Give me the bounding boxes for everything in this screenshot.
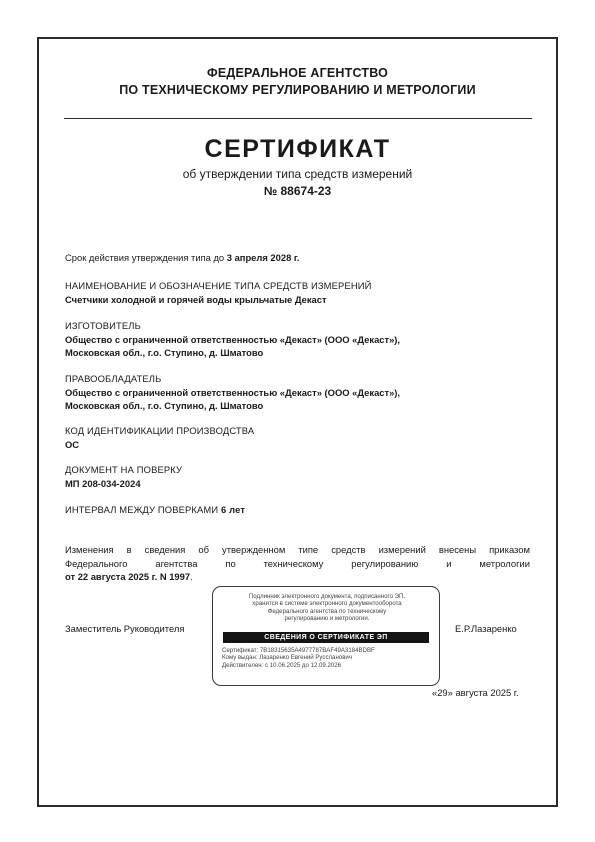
- certificate-number: № 88674-23: [263, 184, 332, 198]
- agency-line-1: ФЕДЕРАЛЬНОЕ АГЕНТСТВО: [206, 66, 389, 80]
- order-reference: от 22 августа 2025 г. N 1997: [65, 571, 191, 582]
- production-code-heading: КОД ИДЕНТИФИКАЦИИ ПРОИЗВОДСТВА: [65, 425, 255, 436]
- word: измерений: [378, 544, 426, 555]
- certificate-subtitle: об утверждении типа средств измерений: [182, 167, 413, 181]
- changes-line-1: [65, 543, 530, 557]
- issue-date: «29» августа 2025 г.: [432, 687, 519, 698]
- word: и: [446, 557, 452, 569]
- stamp-note-line: хранится в системе электронного документооборота: [252, 600, 402, 608]
- interval-label: ИНТЕРВАЛ МЕЖДУ ПОВЕРКАМИ: [65, 504, 222, 515]
- signer-position: Заместитель Руководителя: [65, 623, 185, 634]
- header-divider: [64, 118, 532, 119]
- stamp-band: СВЕДЕНИЯ О СЕРТИФИКАТЕ ЭП: [223, 632, 429, 643]
- verification-doc-heading: ДОКУМЕНТ НА ПОВЕРКУ: [65, 464, 183, 475]
- changes-line-2: [65, 557, 530, 571]
- validity-date: 3 апреля 2028 г.: [226, 252, 300, 263]
- manufacturer-line-1: Общество с ограниченной ответственностью «Декаст» (ООО «Декаст»),: [65, 333, 401, 345]
- owner-line-1: Общество с ограниченной ответственностью «Декаст» (ООО «Декаст»),: [65, 386, 401, 398]
- owner-heading: ПРАВООБЛАДАТЕЛЬ: [65, 373, 162, 384]
- word: агентства: [155, 557, 198, 569]
- production-code-value: ОС: [65, 438, 80, 450]
- manufacturer-heading: ИЗГОТОВИТЕЛЬ: [65, 320, 141, 331]
- interval-line: [65, 503, 535, 517]
- word: об: [198, 544, 209, 555]
- manufacturer-line-2: Московская обл., г.о. Ступино, д. Шматово: [65, 347, 264, 358]
- word: Федерального: [65, 557, 128, 569]
- word: техническому: [263, 557, 324, 569]
- owner-line-2: Московская обл., г.о. Ступино, д. Шматово: [65, 400, 264, 411]
- interval-value: 6 лет: [221, 504, 246, 515]
- stamp-validity: Действителен: с 10.06.2025 до 12.09.2026: [222, 661, 342, 669]
- period: .: [190, 571, 193, 582]
- electronic-signature-stamp: [212, 586, 440, 686]
- stamp-certificate: Сертификат: 7B18315635A4977787BAF49A3184BDBF: [222, 647, 375, 654]
- word: метрологии: [479, 557, 530, 569]
- stamp-note: [213, 593, 441, 622]
- word: типе: [298, 544, 319, 555]
- stamp-issued-to: Кому выдан: Лазаренко Евгений Руссланович: [222, 654, 353, 662]
- word: средств: [331, 544, 366, 555]
- name-value: Счетчики холодной и горячей воды крыльчатые Декаст: [65, 293, 327, 305]
- stamp-details: [222, 647, 375, 669]
- agency-header: [0, 65, 595, 99]
- stamp-note-line: Подлинник электронного документа, подписанного ЭП,: [248, 593, 406, 600]
- validity-line: [65, 251, 535, 265]
- word: в: [126, 544, 132, 555]
- stamp-note-line: Федерального агентства по техническому: [267, 607, 387, 615]
- agency-line-2: ПО ТЕХНИЧЕСКОМУ РЕГУЛИРОВАНИЮ И МЕТРОЛОГИИ: [119, 83, 476, 97]
- word: по: [225, 557, 236, 569]
- validity-label: Срок действия утверждения типа до: [65, 252, 227, 263]
- stamp-note-line: регулированию и метрологии.: [284, 614, 370, 622]
- signer-name: Е.Р.Лазаренко: [455, 623, 517, 634]
- word: сведения: [144, 544, 186, 555]
- word: утвержденном: [222, 544, 286, 555]
- changes-paragraph: [65, 543, 530, 584]
- changes-line-3: [65, 570, 530, 584]
- word: приказом: [489, 544, 530, 555]
- word: внесены: [438, 544, 477, 555]
- word: регулированию: [351, 557, 419, 569]
- verification-doc-value: МП 208-034-2024: [65, 477, 141, 489]
- word: Изменения: [65, 544, 114, 555]
- name-heading: НАИМЕНОВАНИЕ И ОБОЗНАЧЕНИЕ ТИПА СРЕДСТВ ИЗМЕРЕНИЙ: [65, 280, 372, 291]
- certificate-title: СЕРТИФИКАТ: [204, 135, 391, 163]
